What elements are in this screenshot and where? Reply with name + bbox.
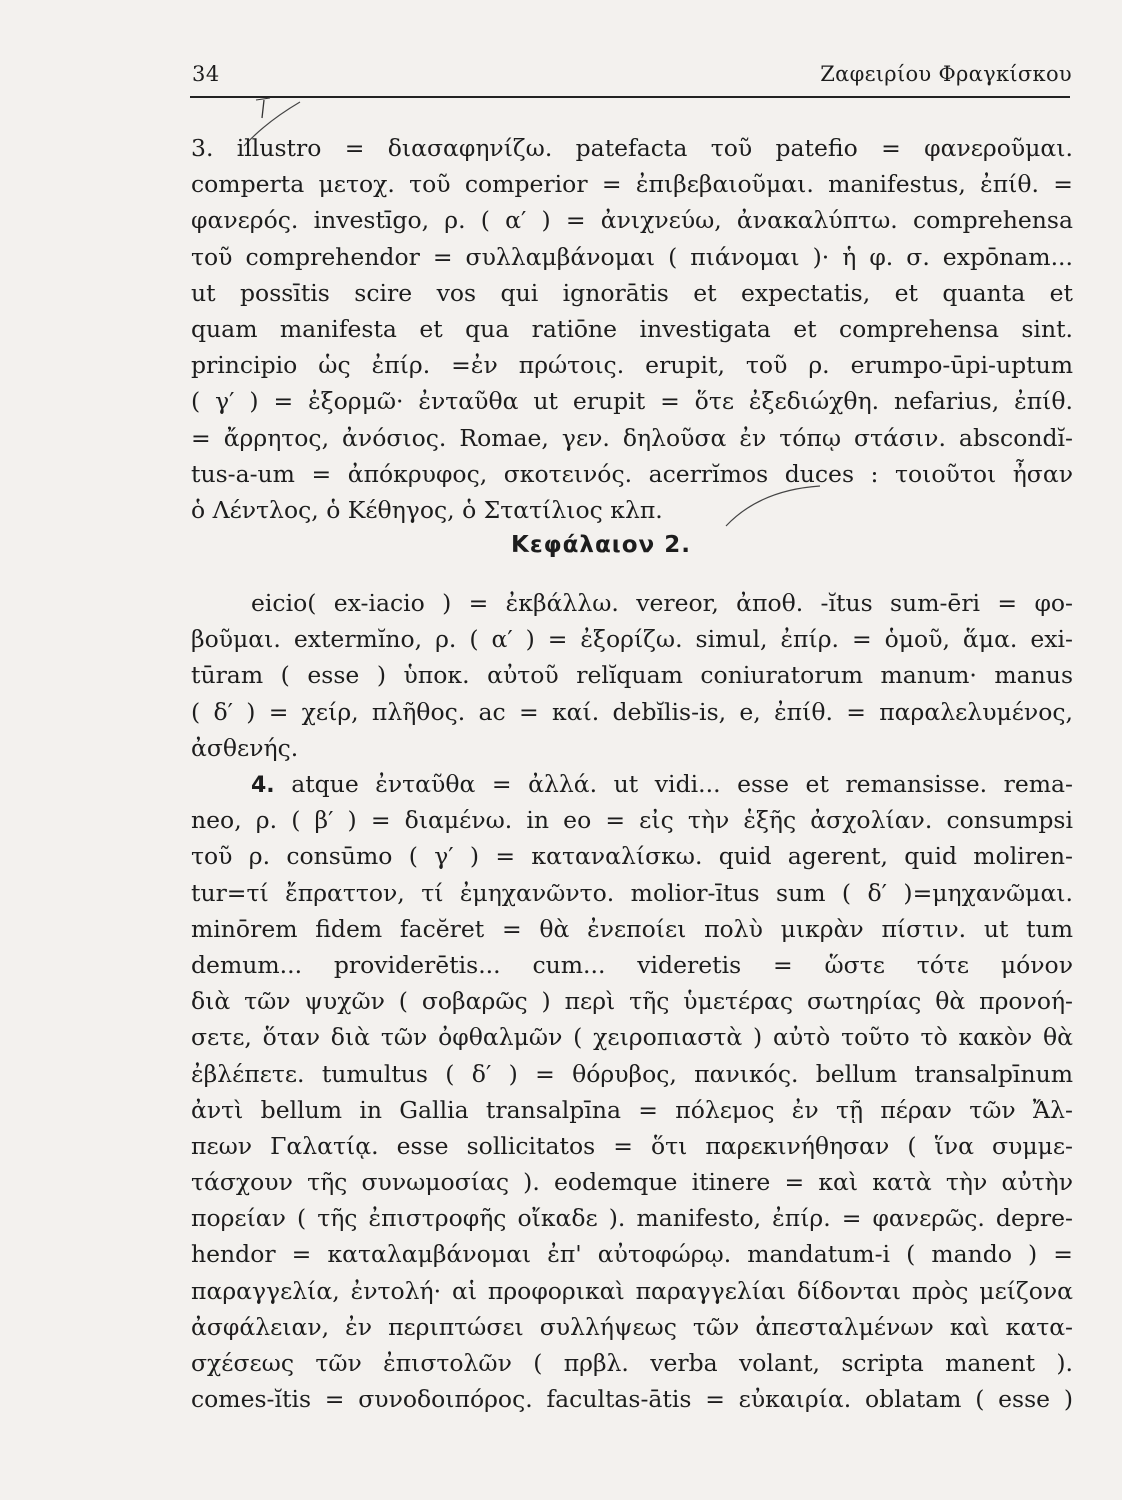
text-line: tur=τί ἔπραττον, τί ἐμηχανῶντο. molior-ītus sum ( δ′ )=μηχανῶμαι. — [191, 878, 1073, 907]
text-line: σχέσεως τῶν ἐπιστολῶν ( πρβλ. verba volant, scripta manent ). — [191, 1349, 1073, 1377]
text-line: ἀσφάλειαν, ἐν περιπτώσει συλλήψεως τῶν ἀπεσταλμένων καὶ κατα- — [191, 1312, 1073, 1341]
running-head — [192, 62, 1072, 96]
text-line: ἐβλέπετε. tumultus ( δ′ ) = θόρυβος, πανικός. bellum transalpīnum — [191, 1059, 1073, 1088]
text-line: τάσχουν τῆς συνωμοσίας ). eodemque itinere = καὶ κατὰ τὴν αὐτὴν — [191, 1168, 1073, 1197]
text-line: ἀσθενής. — [191, 733, 299, 762]
text-line: 3. illustro = διασαφηνίζω. patefacta τοῦ patefio = φανεροῦμαι. — [191, 134, 1073, 162]
text-line: comperta μετοχ. τοῦ comperior = ἐπιβεβαιοῦμαι. manifestus, ἐπίθ. = — [191, 170, 1073, 199]
text-line: = ἄρρητος, ἀνόσιος. Romae, γεν. δηλοῦσα ἐν τόπῳ στάσιν. abscondĭ- — [191, 423, 1073, 452]
text-line: παραγγελία, ἐντολή· αἱ προφορικαὶ παραγγελίαι δίδονται πρὸς μείζονα — [191, 1276, 1073, 1305]
text-line: hendor = καταλαμβάνομαι ἐπ' αὐτοφώρῳ. mandatum-i ( mando ) = — [191, 1240, 1073, 1269]
text-line: tūram ( esse ) ὑποκ. αὐτοῦ relĭquam coniuratorum manum· manus — [191, 661, 1073, 690]
text-line: ἀντὶ bellum in Gallia transalpīna = πόλεμος ἐν τῇ πέραν τῶν Ἄλ- — [191, 1095, 1073, 1124]
paragraph-section-4 — [191, 766, 1073, 1417]
text-line: quam manifesta et qua ratiōne investigata et comprehensa sint. — [191, 314, 1073, 343]
text-line: διὰ τῶν ψυχῶν ( σοβαρῶς ) περὶ τῆς ὑμετέρας σωτηρίας θὰ προνοή- — [191, 987, 1073, 1016]
text-line: τοῦ ρ. consūmo ( γ′ ) = καταναλίσκω. quid agerent, quid moliren- — [191, 842, 1073, 871]
text-line: ( δ′ ) = χείρ, πλῆθος. ac = καί. debĭlis-is, e, ἐπίθ. = παραλελυμένος, — [191, 697, 1073, 726]
chapter-heading: Κεφάλαιον 2. — [511, 532, 691, 558]
text-line: τοῦ comprehendor = συλλαμβάνομαι ( πιάνομαι )· ἡ φ. σ. expōnam... — [191, 242, 1073, 271]
text-line: ut possītis scire vos qui ignorātis et expectatis, et quanta et — [191, 278, 1073, 307]
text-line: ( γ′ ) = ἐξορμῶ· ἐνταῦθα ut erupit = ὅτε ἐξεδιώχθη. nefarius, ἐπίθ. — [191, 387, 1073, 416]
text-line: principio ὡς ἐπίρ. =ἐν πρώτοις. erupit, τοῦ ρ. erumpo-ūpi-uptum — [191, 351, 1073, 380]
section-number: 4. — [251, 773, 275, 798]
text-line: φανερός. investīgo, ρ. ( α′ ) = ἀνιχνεύω, ἀνακαλύπτω. comprehensa — [191, 206, 1073, 235]
paragraph-section-3 — [191, 130, 1073, 528]
text-line: neo, ρ. ( β′ ) = διαμένω. in eo = εἰς τὴν ἑξῆς ἀσχολίαν. consumpsi — [191, 806, 1073, 835]
text-line: βοῦμαι. extermĭno, ρ. ( α′ ) = ἐξορίζω. simul, ἐπίρ. = ὁμοῦ, ἅμα. exi- — [191, 625, 1073, 654]
text-line: πορείαν ( τῆς ἐπιστροφῆς οἴκαδε ). manifesto, ἐπίρ. = φανερῶς. depre- — [191, 1204, 1073, 1233]
text-line: πεων Γαλατίᾳ. esse sollicitatos = ὅτι παρεκινήθησαν ( ἵνα συμμε- — [191, 1131, 1073, 1160]
running-title: Ζαφειρίου Φραγκίσκου — [820, 62, 1072, 86]
paragraph-chapter-2 — [191, 585, 1073, 766]
text-line: demum... providerētis... cum... videretis = ὥστε τότε μόνον — [191, 950, 1073, 979]
text-line: comes-ĭtis = συνοδοιπόρος. facultas-ātis = εὐκαιρία. oblatam ( esse ) — [191, 1385, 1073, 1414]
text-line: σετε, ὅταν διὰ τῶν ὀφθαλμῶν ( χειροπιαστὰ ) αὐτὸ τοῦτο τὸ κακὸν θὰ — [191, 1023, 1073, 1052]
page-number: 34 — [192, 62, 220, 86]
text-line — [191, 766, 1073, 802]
text-line: eicio( ex-iacio ) = ἐκβάλλω. vereor, ἀποθ. -ĭtus sum-ēri = φο- — [251, 589, 1073, 617]
text-line: tus-a-um = ἀπόκρυφος, σκοτεινός. acerrĭmos duces : τοιοῦτοι ἦσαν — [191, 459, 1073, 488]
text-line-content: atque ἐνταῦθα = ἀλλά. ut vidi... esse et remansisse. rema- — [274, 770, 1073, 798]
text-line: ὁ Λέντλος, ὁ Κέθηγος, ὁ Στατίλιος κλπ. — [191, 495, 663, 524]
pencil-stroke-icon — [720, 478, 830, 530]
header-rule — [190, 96, 1070, 98]
text-line: minōrem fidem facĕret = θὰ ἐνεποίει πολὺ μικρὰν πίστιν. ut tum — [191, 914, 1073, 943]
